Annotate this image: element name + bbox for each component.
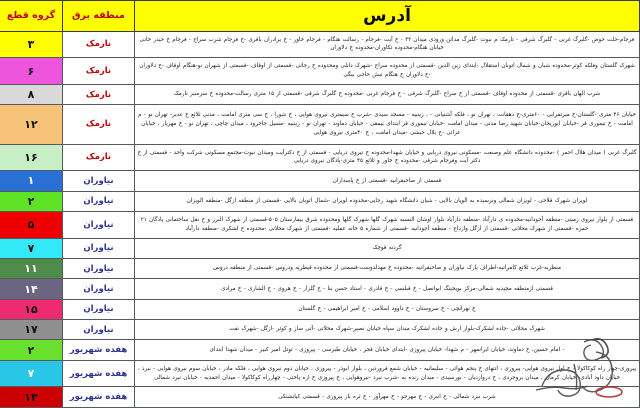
table-body bbox=[0, 1, 640, 408]
column-header-region: منطقه برق bbox=[63, 1, 135, 32]
region-cell: نارمک bbox=[63, 144, 135, 171]
table-row bbox=[0, 299, 640, 319]
table-row bbox=[0, 279, 640, 299]
address-cell: شهرک محلاتی -جاده لشکرک-بلوار ارش و جاده لشکرک میدان سپاه خیابان نصیر-شهرک محلاتی -آتی ساز و کوثر -ازگل -شهرک نفت bbox=[135, 320, 640, 340]
table-row bbox=[0, 211, 640, 238]
table-header-row bbox=[0, 1, 640, 32]
table-row bbox=[0, 340, 640, 360]
address-cell: لویزان شهرک قلاحی - لویزان شمالی ونرسیده به الویان بالایی - شیان دانشگاه شهید رجایی-محدوده لویزان -شمال اتوبان بالایی -قسمتی از منطقه ازگل -منطقه الویزان bbox=[135, 191, 640, 211]
address-cell: فرجام-حلت حوض -گلبرگ غربی - گلبرگ شرقی - تارمک م نبوت -گلبرگ مدائن ورودی میدان ۳۳ - خ آیت -فرجام - رسالت هنگام - فرجام خاور - خ برادران باقری -خ فرجام شرب سراج - فرجام خ حیدر خانی خیابان هنگام-محدوده تکاوران-محدوده خ دلاوران bbox=[135, 31, 640, 58]
group-cell: ۱۶ bbox=[0, 144, 63, 171]
group-cell: ۶ bbox=[0, 58, 63, 85]
table-row bbox=[0, 320, 640, 340]
address-cell: قسمتی ازمنطقه مجیدیه شمالی-مرکز بویجینگ ابوانصل - خ قبلسی - خ قادری - استاد حسن بنا - خ گلزار - خ هروی - خ الشاری - خ مرادی bbox=[135, 279, 640, 299]
group-cell: ۲ bbox=[0, 191, 63, 211]
region-cell: هفده شهریور bbox=[63, 387, 135, 408]
region-cell: نارمک bbox=[63, 58, 135, 85]
column-header-group: گروه قطع bbox=[0, 1, 63, 32]
region-cell: نیاوران bbox=[63, 211, 135, 238]
address-cell: - امام حسین، خ دماوند، خیابان ایرانمهر - م شهدا- خیابان پیروزی -ابتدای خیابان فجر ، خیابان طبرسی - پیروزی - توتل امیر کبیر - میدان شهدا ابتدای bbox=[135, 340, 640, 360]
region-cell: نیاوران bbox=[63, 171, 135, 191]
region-cell: هفده شهریور bbox=[63, 360, 135, 387]
group-cell: ۵ bbox=[0, 211, 63, 238]
region-cell: نیاوران bbox=[63, 238, 135, 258]
group-cell: ۱ bbox=[0, 171, 63, 191]
table-row bbox=[0, 58, 640, 85]
group-cell: ۱۷ bbox=[0, 320, 63, 340]
table-row bbox=[0, 387, 640, 408]
region-cell: نیاوران bbox=[63, 299, 135, 319]
table-row bbox=[0, 144, 640, 171]
region-cell: نارمک bbox=[63, 31, 135, 58]
group-cell: ۷ bbox=[0, 238, 63, 258]
region-cell: نیاوران bbox=[63, 320, 135, 340]
table-row bbox=[0, 258, 640, 278]
group-cell: ۷ bbox=[0, 360, 63, 387]
address-cell: قسمتی از صاحبقرانیه -قسمتی از خ پاسداران bbox=[135, 171, 640, 191]
region-cell: نیاوران bbox=[63, 191, 135, 211]
group-cell: ۱۲ bbox=[0, 105, 63, 144]
region-cell: نارمک bbox=[63, 84, 135, 104]
group-cell: ۱۳ bbox=[0, 387, 63, 408]
region-cell: نیاوران bbox=[63, 279, 135, 299]
table-row bbox=[0, 105, 640, 144]
region-cell: نارمک bbox=[63, 105, 135, 144]
address-cell: گردنه قوچک bbox=[135, 238, 640, 258]
table-row bbox=[0, 191, 640, 211]
address-cell: خیابان ۴۶ متری -گلستان-خ میرتفرایی - ۶۰متری-خ دهقانت ، تهران نو ، فلکه آشتیانی - ، زینبیه - مسجد سیدی -شرب خ سیمتری نیروی هوایی ، خ شورا ، خ سی متری امامت ، مدنی ثلاثع خ عدیر- تهران نو - م امامت - خ تیموری قر -خیابان ابوریحان-خیابان شهید رضا مدنی - میدان امامت -خیابان تیموری قر ابتدای بیمقی - خیابان دماوند - تهران نو - زینبیه -مسیل جاجرود ، میدان چاچی ، تهران نو - خ مهریار ، خیابان عزائی -خ بلال حبشی -میدان امامت ، خ ۴۰متری نیروی هوایی bbox=[135, 105, 640, 144]
group-cell: ۲ bbox=[0, 340, 63, 360]
group-cell: ۱۴ bbox=[0, 279, 63, 299]
group-cell: ۱۱ bbox=[0, 258, 63, 278]
group-cell: ۸ bbox=[0, 84, 63, 104]
address-cell: شرب نبرد شمالی - خ انبری - خ مهرجو - خ مهرآور - خ ثره باز پیروزی - قسمتی کیانشنکی bbox=[135, 387, 640, 408]
region-cell: هفده شهریور bbox=[63, 340, 135, 360]
address-cell: شهرک گلستان وفلکه کوثر-محدوده شبان و شمال اتوبان استقلال -ابتدای زین الدین -قسمتی از محدوده سراج -شهرک دانلی ومحدوده خ رجائی -قسمتی از اوقاف -قسمتی از شهران نو-هنگام اوقاف -خ دلاوران -خ دلاوران خ هنگام نبش حاجی بیگی bbox=[135, 58, 640, 85]
address-cell: خ تهرانچی - خ سروستان - خ داوود اسلامی - خ امیر ابراهیمی - خ گلستان bbox=[135, 299, 640, 319]
group-cell: ۳ bbox=[0, 31, 63, 58]
address-cell: پیروزی-چهار راه کوکاکولا - خ اول نیروی هوایی- پیروزی ، انتهای خ پنجم هوائی - سلیمانیه - خیابان شمع فروردین ، بلوار ابوذر - پیروزی ، خیابان دوم نیروی هوایی ، فلکه مادر ، خیابان سوم نیروی هوایی - نبرد ، خیابان داود آبادی- خیابان کرمان ، میدان بروجردی ، خ دروازدیان - بورسیدی - میدان زنده به -شرب نبرد -نیروهوایی ، خ پیروزی خ اره پاختی - چهارراه کوکاکولا - میدان احمدیه - خیابان نبرد شمالی bbox=[135, 360, 640, 387]
address-cell: منظریه-غرب ثلاثع کامرانیه-اطراف پارک نیاوران و صاحبقرانیه -محدوده خ مهدلدوست-قسمتی از محدوده قیطریه ودروس -قسمتی از منطقه دروس bbox=[135, 258, 640, 278]
table-row bbox=[0, 31, 640, 58]
table-row bbox=[0, 238, 640, 258]
table-row bbox=[0, 84, 640, 104]
table-row bbox=[0, 171, 640, 191]
address-cell: گلبرگ غربی ( میدان هلال احمر ) -محدوده دانشگاه علم وصنعت -مسکونی نیروی دریایی و خیابان شهدا-محدوده خ نیروی دریایی - قسمتی از خ دکترآیت ومیدان نبوت-مجتمع مسکونی شرکت واحد - قسمتی از خ دکتر آیت وفرجام شرقی -محدوده خ خاور و ثلاثع ۴۵ متری-پادگان نیروی دریایی bbox=[135, 144, 640, 171]
table-row bbox=[0, 360, 640, 387]
column-header-address: آدرس bbox=[135, 1, 640, 32]
address-cell: قسمتی از بلوار نیروی زمینی -منطقه آجودانیه-محدوده ی دارآباد -منطقه دارآباد بلوار اوشان النسبه شهرک گلها شهرک گلها ومحدوده شرق بیمارستان ۵۰۵-قسمتی از شهرک البرز و خ نقل ساختمانی پادگان ۲۱ حمزه -قسمتی از شهرک محلاتی -قسمتی از ازگل وارداج - منطقه آجودانیه -قسمتی از شماره ۵ خانه عملیه -قسمتی از شهرک محلاتی -محدوده خ لشکری -منطقه دارآباد bbox=[135, 211, 640, 238]
address-cell: شرب الهان باقری -قسمتی از محدوده اوقاف -قسمتی از خ سراج -گلبرگ شرقی - خ فرجام غربی -محدوده خ گلبرگ شرقی -قسمتی از ۱۵ متری رسالت-محدوده خ سرسبز نارمک bbox=[135, 84, 640, 104]
region-cell: نیاوران bbox=[63, 258, 135, 278]
group-cell: ۱۵ bbox=[0, 299, 63, 319]
